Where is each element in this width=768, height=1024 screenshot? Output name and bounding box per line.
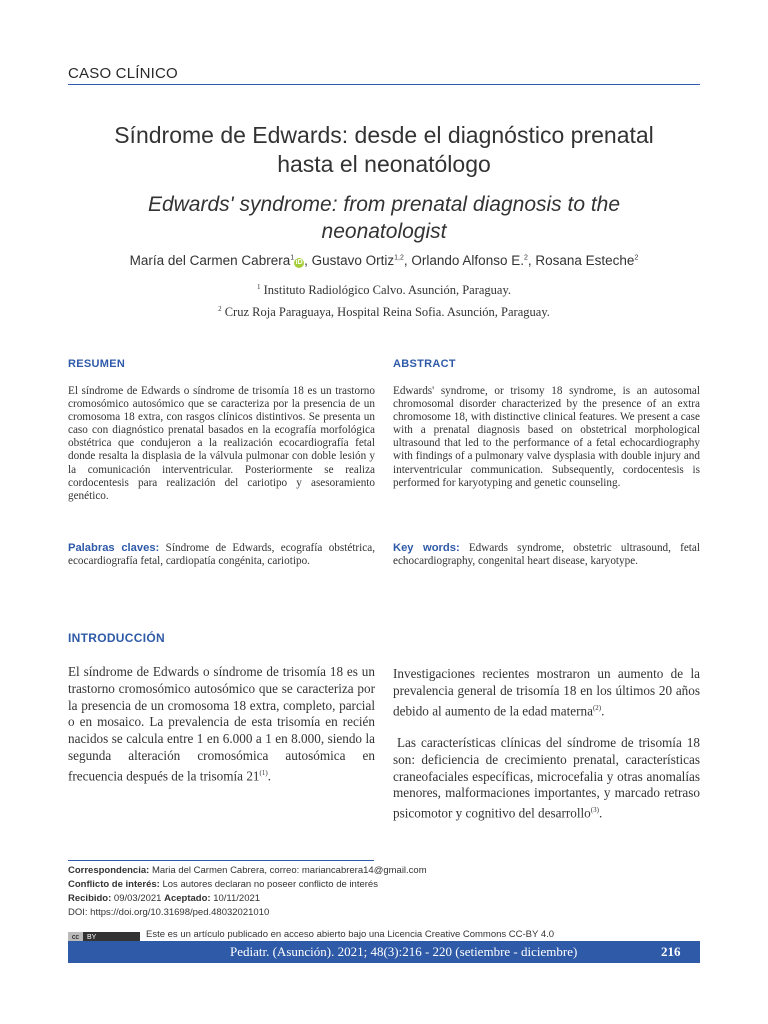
footnotes — [68, 864, 708, 920]
author-1: María del Carmen Cabrera — [129, 253, 291, 268]
affiliation-1: $^1$ Instituto Radiológico Calvo. Asunción, Paraguay. — [256, 283, 512, 298]
ref-3[interactable]: (3) — [590, 806, 599, 815]
abstract-text: Edwards' syndrome, or trisomy 18 syndrome, is an autosomal chromosomal disorder characterized by the presence of an extra chromosome 18, with distinctive clinical features. We present a case with a prenatal diagnosis based on obstetrical morphological ultrasound that led to the performance of a fetal echocardiography with findings of a pulmonary valve dysplasia with double injury and interventricular communication. Subsequently, cordocentesis is performed for karyotyping and genetic counseling. — [393, 385, 700, 489]
license-text: Este es un artículo publicado en acceso abierto bajo una Licencia Creative Commons CC-BY 4.0 — [146, 929, 555, 940]
license-row — [68, 926, 708, 940]
author-3: , Orlando Alfonso E. — [403, 253, 524, 268]
author-2: , Gustavo Ortiz — [304, 253, 395, 268]
affiliations — [40, 278, 728, 322]
intro-right-paragraph-2: Las características clínicas del síndrome de trisomía 18 son: deficiencia de crecimiento prenatal, características craneofaciales específicas, microcefalia y otras anomalías menores, malformaciones importantes, y marcado retraso psicomotor y cognitivo del desarrollo$^{(3)}$. — [393, 735, 700, 821]
header-rule — [68, 84, 700, 85]
resumen-keywords-label: Palabras claves: — [68, 542, 160, 554]
intro-left-paragraph: El síndrome de Edwards o síndrome de trisomía 18 es un trastorno cromosómico autosómico que se caracteriza por la presencia de un cromosoma 18 extra, completo, parcial o en mosaico. La prevalencia de esta trisomía en recién nacidos se calcula entre 1 en 6.000 a 1 en 8.000, siendo la segunda alteración cromosómica autosómica en frecuencia después de la trisomía 21$^{(1)}$. — [68, 664, 375, 784]
author-list: María del Carmen Cabrera$^1$iD , Gustavo Ortiz$^{1,2}$, Orlando Alfonso E.$^2$, Rosana Esteche$^2$ — [129, 253, 639, 268]
resumen-keywords — [68, 542, 375, 568]
affiliation-2: $^2$ Cruz Roja Paraguaya, Hospital Reina Sofia. Asunción, Paraguay. — [218, 305, 550, 320]
author-4: , Rosana Esteche — [527, 253, 635, 268]
intro-heading: INTRODUCCIÓN — [68, 631, 165, 645]
title-en-line2: neonatologist — [321, 220, 447, 243]
footer-bar — [68, 941, 700, 963]
title-es — [40, 121, 728, 179]
footer-citation: Pediatr. (Asunción). 2021; 48(3):216 - 220 (setiembre - diciembre) — [230, 944, 578, 959]
abstract-keywords-label: Key words: — [393, 542, 460, 554]
conflict-of-interest: Conflicto de interés: Los autores declaran no poseer conflicto de interés — [68, 879, 378, 890]
doi-link[interactable]: DOI: https://doi.org/10.31698/ped.48032021010 — [68, 907, 270, 918]
title-es-line2: hasta el neonatólogo — [277, 151, 491, 177]
cc-by-license-icon[interactable]: cc BY — [68, 932, 140, 944]
resumen-text: El síndrome de Edwards o síndrome de trisomía 18 es un trastorno cromosómico autosómico que se caracteriza por la presencia de un cromosoma 18 extra, con rasgos clínicos distintivos. Se presenta un caso con diagnóstico prenatal basados en la ecografía morfológica obstétrica que condujeron a la realización ecocardiografía fetal donde resalta la displasia de la válvula pulmonar con doble lesión y la comunicación interventricular. Posteriormente se realiza cordocentesis para realización del cariotipo y asesoramiento genético. — [68, 385, 375, 502]
ref-2[interactable]: (2) — [592, 703, 602, 712]
correspondence: Correspondencia: Maria del Carmen Cabrera, correo: mariancabrera14@gmail.com — [68, 865, 427, 876]
dates: Recibido: 09/03/2021 Aceptado: 10/11/2021 — [68, 893, 261, 904]
ref-1[interactable]: (1) — [259, 768, 268, 777]
abstract-keywords — [393, 542, 700, 568]
intro-right-paragraph-1: Investigaciones recientes mostraron un aumento de la prevalencia general de trisomía 18 en los últimos 20 años debido al aumento de la edad materna$^{(2)}$. — [393, 666, 700, 718]
resumen-keywords-text: Síndrome de Edwards, ecografía obstétrica, ecocardiografía fetal, cardiopatía congénita, cariotipo. — [68, 542, 375, 568]
title-es-line1: Síndrome de Edwards: desde el diagnóstico prenatal — [114, 122, 654, 148]
section-label: CASO CLÍNICO — [68, 65, 178, 82]
abstract-heading: ABSTRACT — [393, 358, 456, 370]
footnote-rule — [68, 860, 374, 861]
orcid-icon[interactable]: iD — [295, 259, 303, 266]
resumen-heading: RESUMEN — [68, 358, 126, 370]
page-number: 216 — [661, 944, 681, 959]
title-en — [40, 191, 728, 245]
title-en-line1: Edwards' syndrome: from prenatal diagnosis to the — [147, 193, 621, 216]
abstract-keywords-text: Edwards syndrome, obstetric ultrasound, fetal echocardiography, congenital heart disease, karyotype. — [393, 542, 700, 568]
